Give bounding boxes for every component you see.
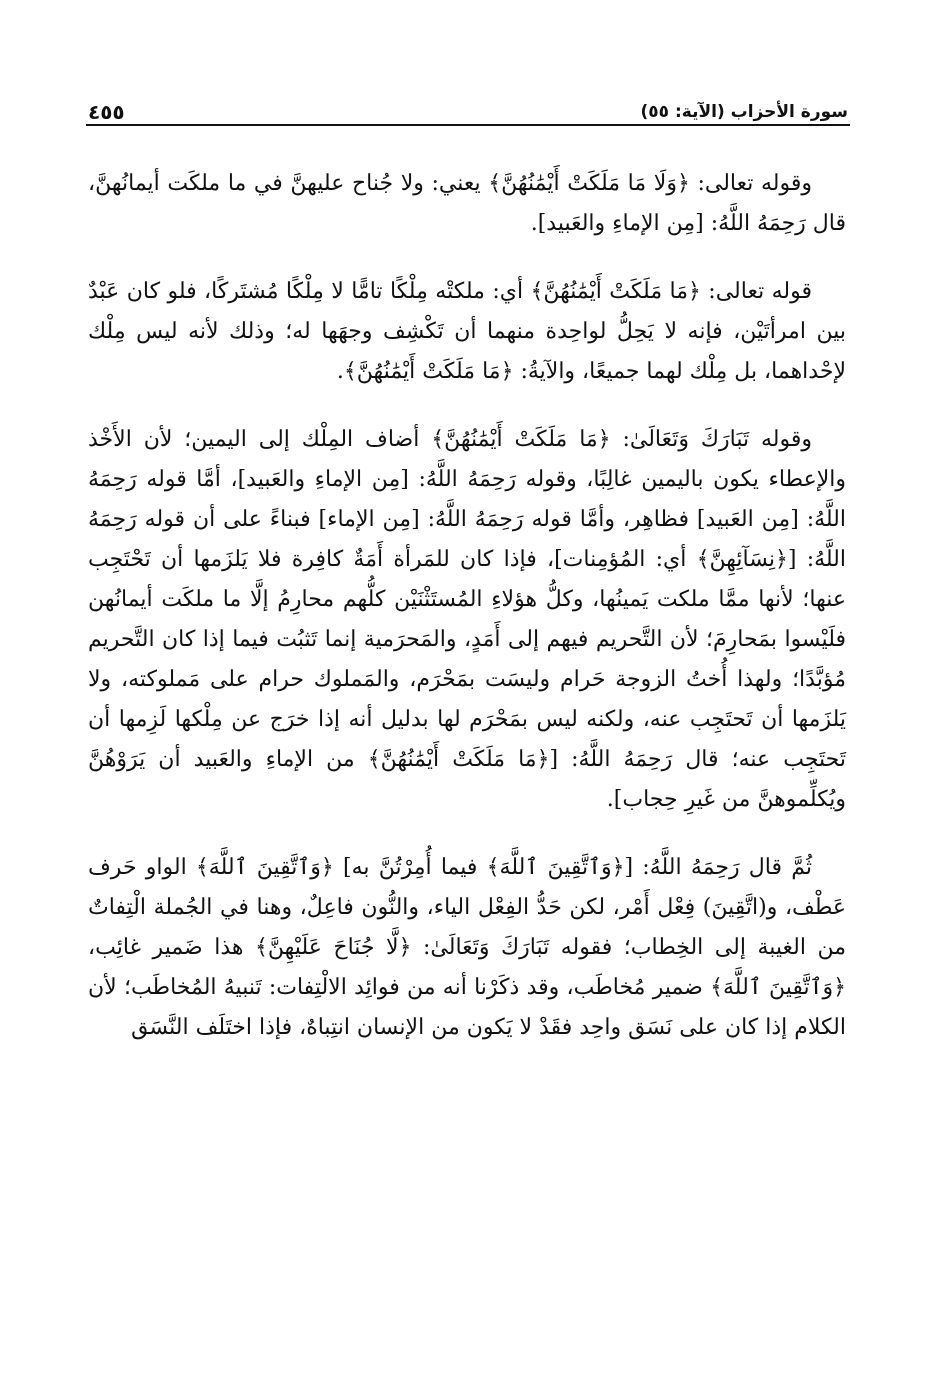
paragraph-2: قوله تعالى: ﴿مَا مَلَكَتْ أَيْمَٰنُهُنَّ﴾ أي: ملكتْه مِلْكًا تامًّا لا مِلْكًا مُشتَركًا، فلو كان عَبْدٌ بين امرأتَيْن، فإنه لا يَحِلُّ لواحِدة منهما أن تَكْشِف وجهَها له؛ وذلك لأنه ليس مِلْك لإحْداهما، بل مِلْك لهما جميعًا، والآيةُ: ﴿مَا مَلَكَتْ أَيْمَٰنُهُنَّ﴾. [88,279,846,384]
paragraph-4: ثُمَّ قال رَحِمَهُ اللَّهُ: [﴿وَٱتَّقِينَ ٱللَّهَ﴾ فيما أُمِرْتُنَّ به] ﴿وَٱتَّقِينَ ٱللَّهَ﴾ الواو حَرف عَطْف، و(اتَّقِينَ) فِعْل أَمْر، لكن حَدُّ الفِعْل الياء، والنُّون فاعِلٌ، وهنا في الجُملة الْتِفاتٌ من الغيبة إلى الخِطاب؛ فقوله تَبَارَكَ وَتَعَالَىٰ: ﴿لَّا جُنَاحَ عَلَيْهِنَّ﴾ هذا ضَمير غائِب، ﴿وَٱتَّقِينَ ٱللَّهَ﴾ ضمير مُخاطَب، وقد ذكَرْنا أنه من فوائِد الالْتِفات: تَنبيهُ المُخاطَب؛ لأن الكلام إذا كان على نَسَق واحِد فقَدْ لا يَكون من الإنسان انتِباهٌ، فإذا اختَلَف النَّسَق [88,855,846,1040]
paragraph-1: وقوله تعالى: ﴿وَلَا مَا مَلَكَتْ أَيْمَٰنُهُنَّ﴾ يعني: ولا جُناح عليهنَّ في ما ملكَت أيمانُهنَّ، قال رَحِمَهُ اللَّهُ: [مِن الإماءِ والعَبيد]. [88,171,846,236]
page-number: ٤٥٥ [88,100,125,124]
surah-title: سورة الأحزاب (الآية: ٥٥) [640,102,848,122]
header-divider [86,124,850,126]
running-header [88,84,848,124]
page-body [88,164,846,1048]
paragraph-3: وقوله تَبَارَكَ وَتَعَالَىٰ: ﴿مَا مَلَكَتْ أَيْمَٰنُهُنَّ﴾ أضاف المِلْك إلى اليمين؛ لأن الأَخْذ والإعطاء يكون باليمين غالِبًا، وقوله رَحِمَهُ اللَّهُ: [مِن الإماءِ والعَبيد]، أمَّا قوله رَحِمَهُ اللَّهُ: [مِن العَبيد] فظاهِر، وأمَّا قوله رَحِمَهُ اللَّهُ: [مِن الإماء] فبناءً على أن قوله رَحِمَهُ اللَّهُ: [﴿نِسَآئِهِنَّ﴾ أي: المُؤمِنات]، فإذا كان للمَرأة أَمَةٌ كافِرة فلا يَلزَمها أن تَحْتَجِب عنها؛ لأنها ممَّا ملكت يَمينُها، وكلُّ هؤلاءِ المُستَثْنَيْن كلُّهم محارِمُ إلَّا ما ملكَت أيمانُهن فلَيْسوا بمَحارِمَ؛ لأن التَّحريم فيهم إلى أَمَدٍ، والمَحرَمية إنما تَثبُت فيما إذا كان التَّحريم مُؤبَّدًا؛ ولهذا أُختُ الزوجة حَرام وليسَت بمَحْرَم، والمَملوك حرام على مَملوكته، ولا يَلزَمها أن تَحتَجِب عنه، ولكنه ليس بمَحْرَم لها بدليل أنه إذا خرَج عن مِلْكها لَزِمها أن تَحتَجِب عنه؛ قال رَحِمَهُ اللَّهُ: [﴿مَا مَلَكَتْ أَيْمَٰنُهُنَّ﴾ من الإماءِ والعَبيد أن يَرَوْهُنَّ ويُكلِّموهنَّ من غَيرِ حِجاب]. [88,427,846,812]
